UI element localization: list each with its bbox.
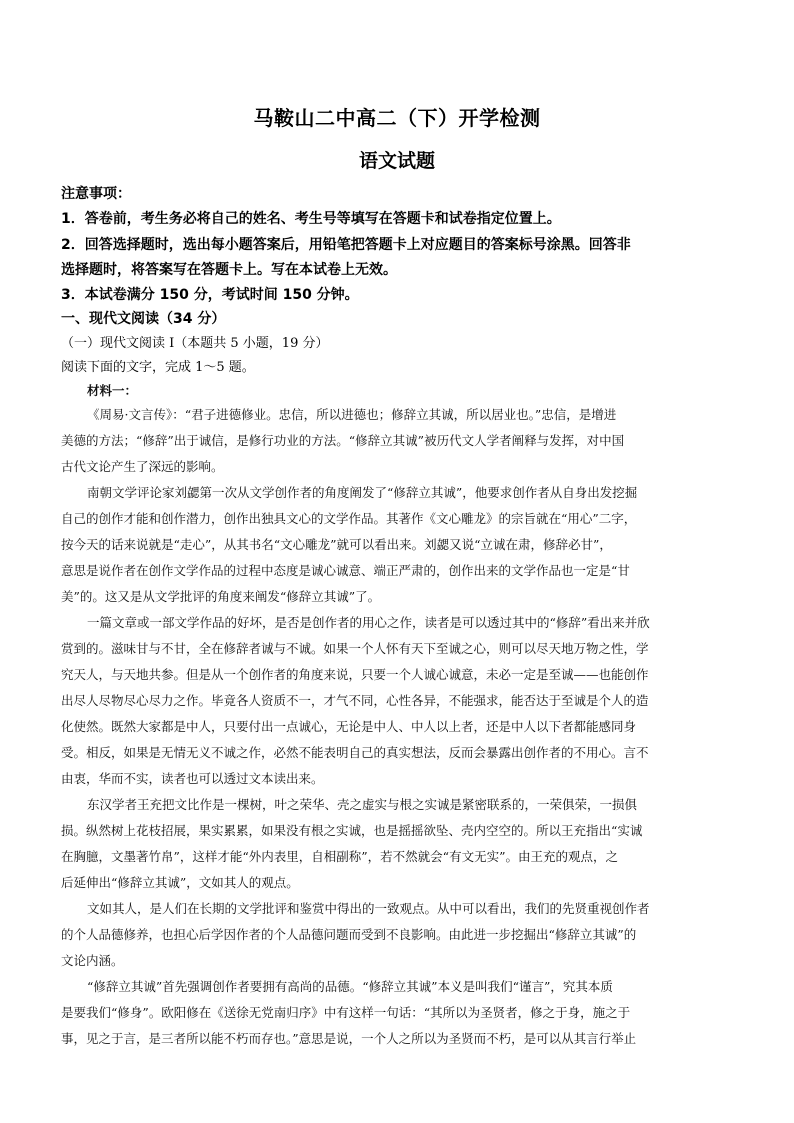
section-heading: 一、现代文阅读（34 分） <box>61 311 226 327</box>
material-line: 后延伸出“修辞立其诚”，文如其人的观点。 <box>61 875 299 890</box>
material-line: 化使然。既然大家都是中人，只要付出一点诚心，无论是中人、中人以上者，还是中人以下者都能感同身 <box>61 719 637 734</box>
material-line: 自己的创作才能和创作潜力，创作出独具文心的文学作品。其著作《文心雕龙》的宗旨就在“用心”二字， <box>61 511 637 526</box>
material-line: 赏到的。滋味甘与不甘，全在修辞者诚与不诚。如果一个人怀有天下至诚之心，则可以尽天地万物之性，学 <box>61 641 649 656</box>
material-line: 按今天的话来说就是“走心”，从其书名“文心雕龙”就可以看出来。刘勰又说“立诚在肃，修辞必甘”， <box>61 537 612 552</box>
material-line: 出尽人尽物尽心尽力之作。毕竟各人资质不一，才气不同，心性各异，不能强求，能否达于至诚是个人的造 <box>61 693 649 708</box>
material-line: 一篇文章或一部文学作品的好坏，是否是创作者的用心之作，读者是可以透过其中的“修辞”看出来并欣 <box>87 615 650 630</box>
reading-instruction: 阅读下面的文字，完成 1～5 题。 <box>61 360 255 375</box>
material-line: 意思是说作者在创作文学作品的过程中态度是诚心诚意、端正严肃的，创作出来的文学作品也一定是“甘 <box>61 563 630 578</box>
material-line: 美德的方法；“修辞”出于诚信，是修行功业的方法。“修辞立其诚”被历代文人学者阐释与发挥，对中国 <box>61 433 625 448</box>
material-line: 古代文论产生了深远的影响。 <box>61 459 224 474</box>
material-line: 南朝文学评论家刘勰第一次从文学创作者的角度阐发了“修辞立其诚”，他要求创作者从自身出发挖掘 <box>87 485 638 500</box>
material-line: 事，见之于言，是三者所以能不朽而存也。”意思是说，一个人之所以为圣贤而不朽，是可以从其言行举止 <box>61 1031 637 1046</box>
material-label: 材料一： <box>87 383 138 398</box>
material-line: 美”的。这又是从文学批评的角度来阐发“修辞立其诚”了。 <box>61 589 381 604</box>
material-line: 文论内涵。 <box>61 953 124 968</box>
notes-item-3: 3．本试卷满分 150 分，考试时间 150 分钟。 <box>61 287 359 303</box>
material-line: 由衷，华而不实，读者也可以透过文本读出来。 <box>61 771 324 786</box>
material-line: 是要我们“修身”。欧阳修在《送徐无党南归序》中有这样一句话：“其所以为圣贤者，修之于身，施之于 <box>61 1005 631 1020</box>
material-line: 《周易·文言传》：“君子进德修业。忠信，所以进德也；修辞立其诚，所以居业也。”忠信，是增进 <box>87 407 617 422</box>
notes-heading: 注意事项： <box>61 186 131 202</box>
material-line: “修辞立其诚”首先强调创作者要拥有高尚的品德。“修辞立其诚”本义是叫我们“谨言”，究其本质 <box>87 979 613 994</box>
material-line: 东汉学者王充把文比作是一棵树，叶之荣华、壳之虚实与根之实诚是紧密联系的，一荣俱荣，一损俱 <box>87 797 638 812</box>
subsection-heading: （一）现代文阅读 I（本题共 5 小题，19 分） <box>61 336 329 351</box>
notes-item-2a: 2．回答选择题时，选出每小题答案后，用铅笔把答题卡上对应题目的答案标号涂黑。回答非 <box>61 237 631 253</box>
material-line: 损。纵然树上花枝招展，果实累累，如果没有根之实诚，也是摇摇欲坠、壳内空空的。所以王充指出“实诚 <box>61 823 643 838</box>
exam-title: 马鞍山二中高二（下）开学检测 <box>253 106 541 130</box>
material-line: 在胸臆，文墨著竹帛”，这样才能“外内表里，自相副称”，若不然就会“有文无实”。由王充的观点，之 <box>61 849 618 864</box>
material-line: 受。相反，如果是无情无义不诚之作，必然不能表明自己的真实想法，反而会暴露出创作者的不用心。言不 <box>61 745 649 760</box>
material-line: 的个人品德修养，也担心后学因作者的个人品德问题而受到不良影响。由此进一步挖掘出“修辞立其诚”的 <box>61 927 637 942</box>
material-line: 究天人，与天地共参。但是从一个创作者的角度来说，只要一个人诚心诚意，未必一定是至诚——也能创作 <box>61 667 649 682</box>
exam-subtitle: 语文试题 <box>358 150 435 172</box>
notes-item-2b: 选择题时，将答案写在答题卡上。写在本试卷上无效。 <box>61 262 397 278</box>
material-line: 文如其人，是人们在长期的文学批评和鉴赏中得出的一致观点。从中可以看出，我们的先贤重视创作者 <box>87 901 650 916</box>
notes-item-1: 1．答卷前，考生务必将自己的姓名、考生号等填写在答题卡和试卷指定位置上。 <box>61 211 561 227</box>
